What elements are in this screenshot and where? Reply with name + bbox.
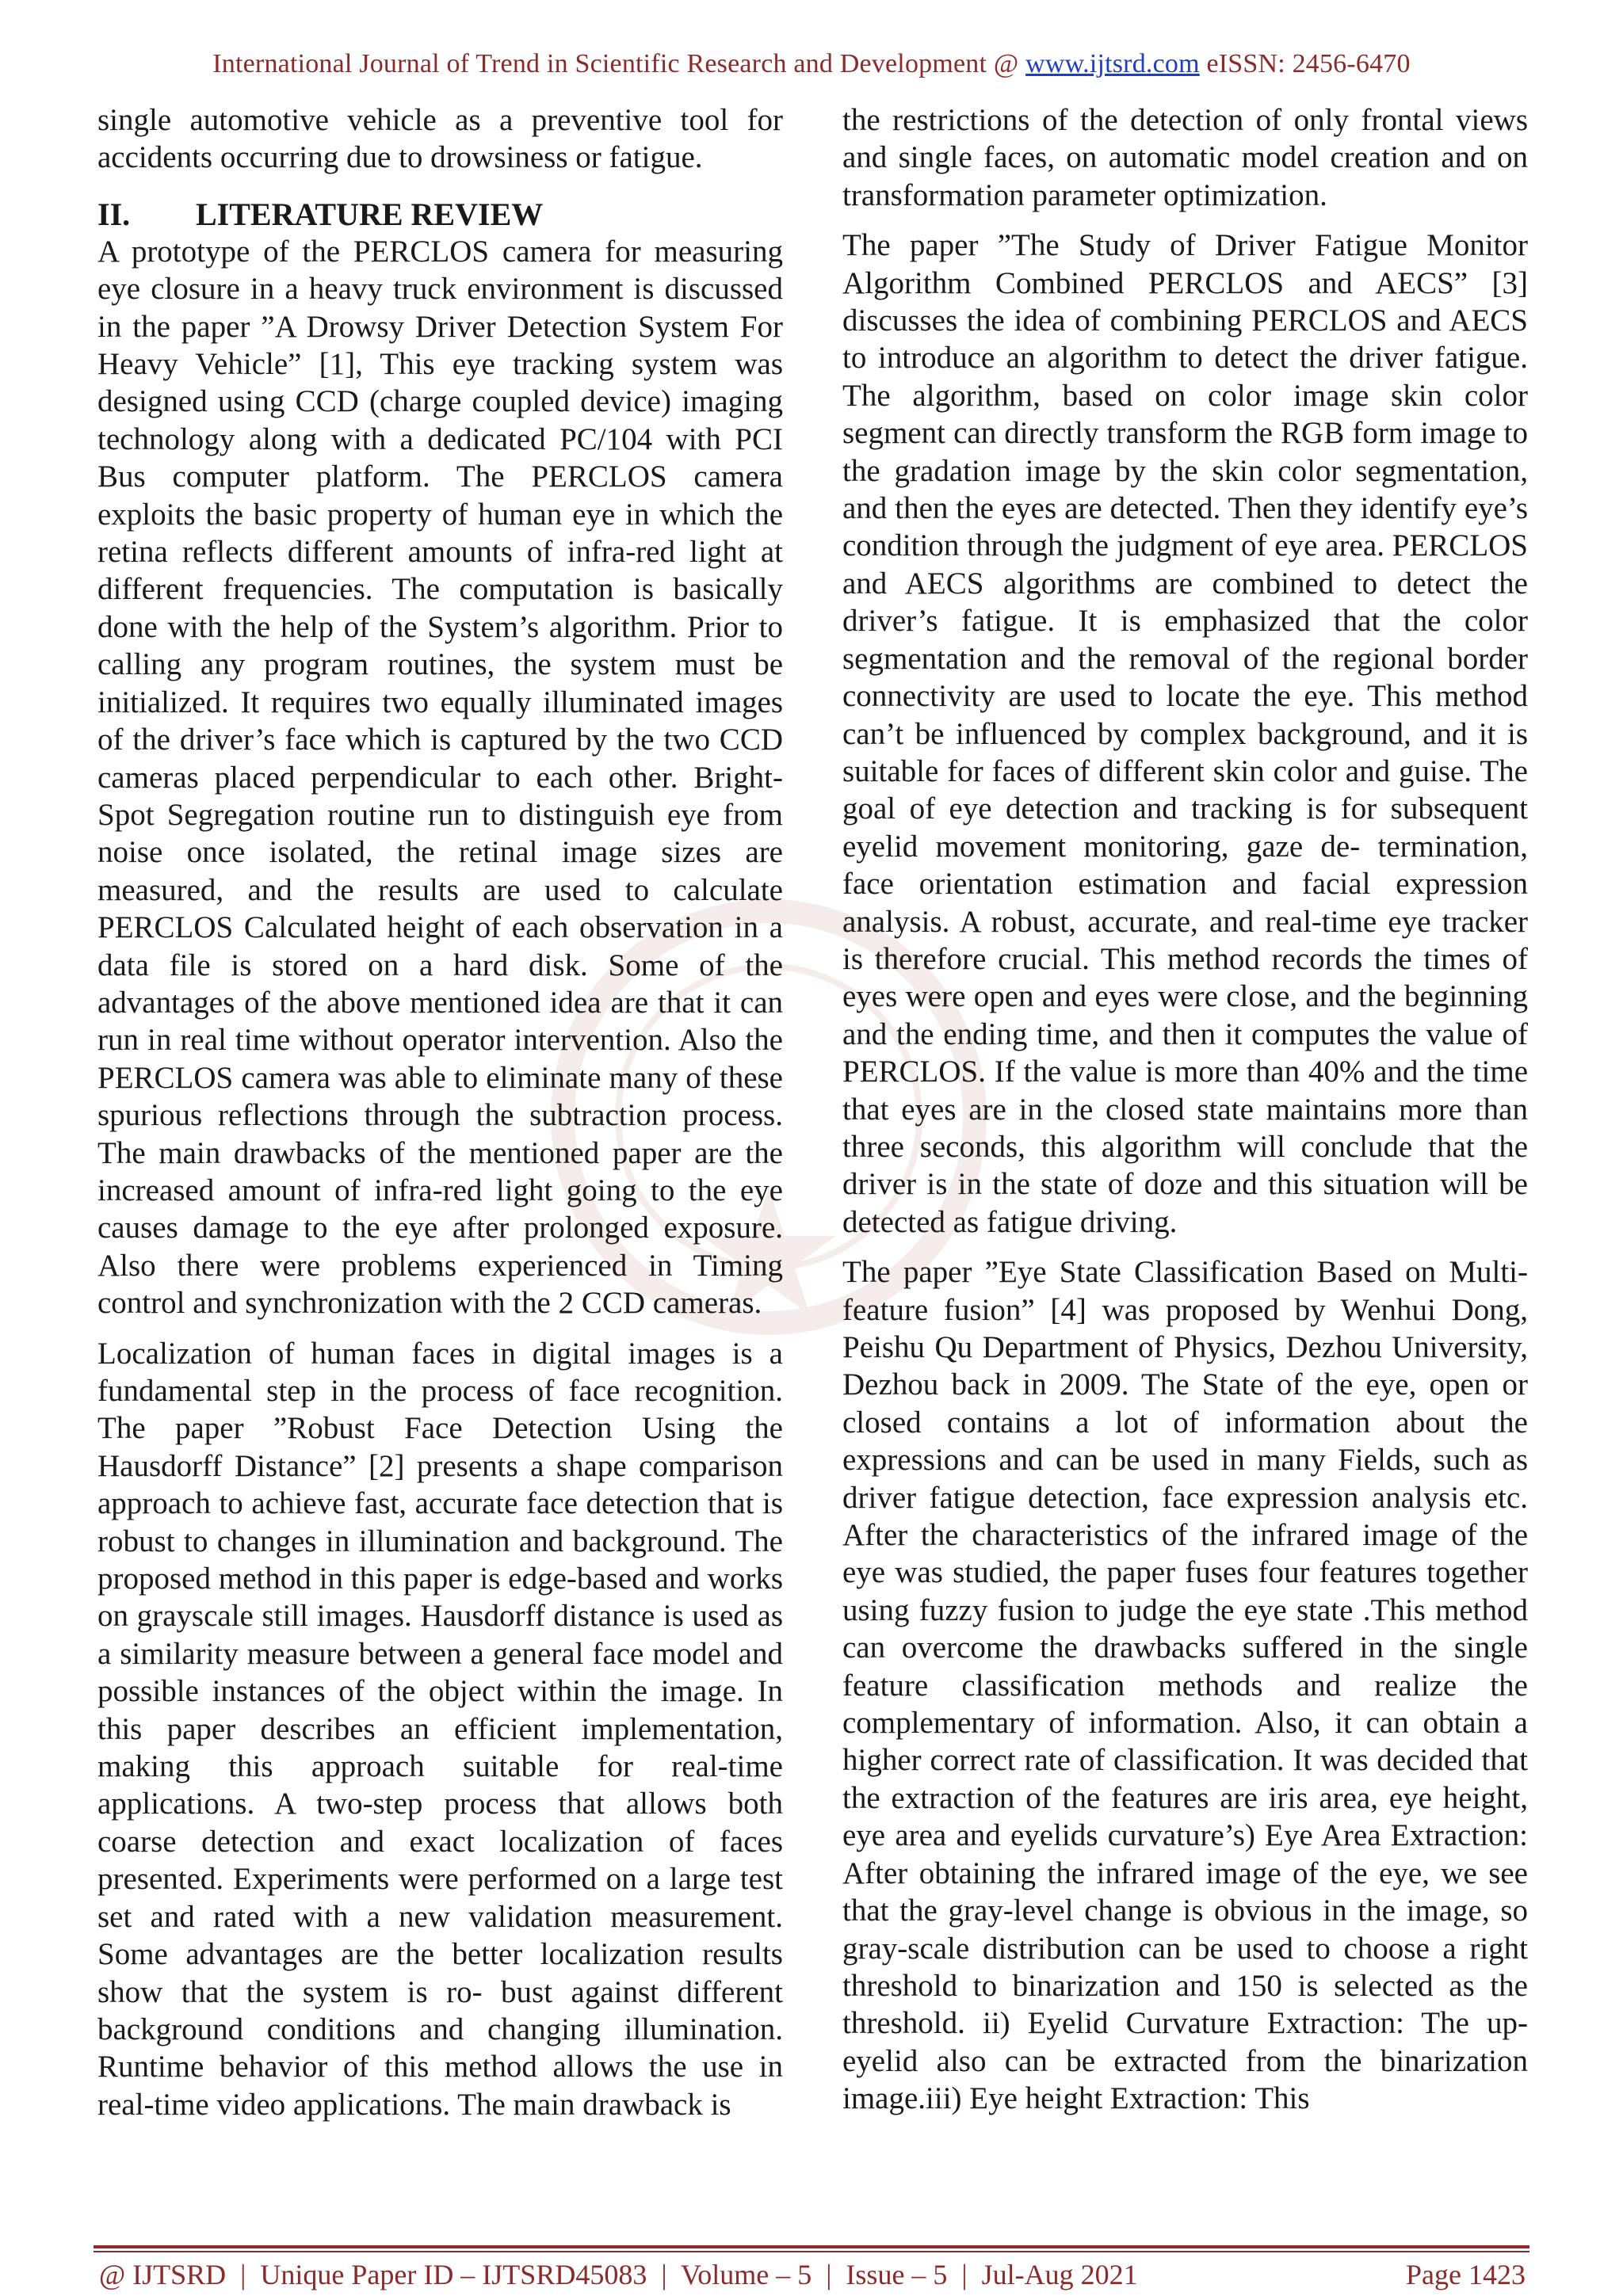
- paragraph-eye-state: The paper ”Eye State Classification Based on Multi-feature fusion” [4] was proposed by Wenhui Dong, Peishu Qu Department of Physics, Dezhou University, Dezhou back in 2009. The State of the eye, open or closed contains a lot of information about the expressions and can be used in many Fields, such as driver fatigue detection, face expression analysis etc. After the characteristics of the infrared image of the eye was studied, the paper fuses four features together using fuzzy fusion to judge the eye state .This method can overcome the drawbacks suffered in the single feature classification methods and realize the complementary of information. Also, it can obtain a higher correct rate of classification. It was decided that the extraction of the features are iris area, eye height, eye area and eyelids curvature’s) Eye Area Extraction: After obtaining the infrared image of the eye, we see that the gray-level change is obvious in the image, so gray-scale distribution can be used to choose a right threshold to binarization and 150 is selected as the threshold. ii) Eyelid Curvature Extraction: The up-eyelid also can be extracted from the binarization image.iii) Eye height Extraction: This: [842, 1255, 1528, 2116]
- paragraph-restrictions: the restrictions of the detection of only frontal views and single faces, on automatic model creation and on transformation parameter optimization.: [842, 103, 1528, 212]
- page-number: Page 1423: [1406, 2259, 1526, 2290]
- footer-rule-top: [94, 2245, 1529, 2248]
- section-number: II.: [97, 196, 131, 232]
- paragraph-perclos-camera: A prototype of the PERCLOS camera for measuring eye closure in a heavy truck environment is discussed in the paper ”A Drowsy Driver Detection System For Heavy Vehicle” [1], This eye tracking system was designed using CCD (charge coupled device) imaging technology along with a dedicated PC/104 with PCI Bus computer platform. The PERCLOS camera exploits the basic property of human eye in which the retina reflects different amounts of infra-red light at different frequencies. The computation is basically done with the help of the System’s algorithm. Prior to calling any program routines, the system must be initialized. It requires two equally illuminated images of the driver’s face which is captured by the two CCD cameras placed perpendicular to each other. Bright-Spot Segregation routine run to distinguish eye from noise once isolated, the retinal image sizes are measured, and the results are used to calculate PERCLOS Calculated height of each observation in a data file is stored on a hard disk. Some of the advantages of the above mentioned idea are that it can run in real time without operator intervention. Also the PERCLOS camera was able to eliminate many of these spurious reflections through the subtraction process. The main drawbacks of the mentioned paper are the increased amount of infra-red light going to the eye causes damage to the eye after prolonged exposure. Also there were problems experienced in Timing control and synchronization with the 2 CCD cameras.: [97, 234, 783, 1321]
- header-journal-text: International Journal of Trend in Scientific Research and Development @: [212, 49, 1026, 78]
- page-footer: [99, 2258, 1526, 2291]
- paragraph-face-localization: Localization of human faces in digital images is a fundamental step in the process of face recognition. The paper ”Robust Face Detection Using the Hausdorff Distance” [2] presents a shape comparison approach to achieve fast, accurate face detection that is robust to changes in illumination and background. The proposed method in this paper is edge-based and works on grayscale still images. Hausdorff distance is used as a similarity measure between a general face model and possible instances of the object within the image. In this paper describes an efficient implementation, making this approach suitable for real-time applications. A two-step process that allows both coarse detection and exact localization of faces presented. Experiments were performed on a large test set and rated with a new validation measurement. Some advantages are the better localization results show that the system is ro- bust against different background conditions and changing illumination. Runtime behavior of this method allows the use in real-time video applications. The main drawback is: [97, 1336, 783, 2122]
- running-header: [0, 49, 1623, 79]
- footer-rule-bottom: [94, 2251, 1529, 2252]
- paragraph-perclos-aecs: The paper ”The Study of Driver Fatigue Monitor Algorithm Combined PERCLOS and AECS” [3] discusses the idea of combining PERCLOS and AECS to introduce an algorithm to detect the driver fatigue. The algorithm, based on color image skin color segment can directly transform the RGB form image to the gradation image by the skin color segmentation, and then the eyes are detected. Then they identify eye’s condition through the judgment of eye area. PERCLOS and AECS algorithms are combined to detect the driver’s fatigue. It is emphasized that the color segmentation and the removal of the regional border connectivity are used to locate the eye. This method can’t be influenced by complex background, and it is suitable for faces of different skin color and guise. The goal of eye detection and tracking is for subsequent eyelid movement monitoring, gaze de- termination, face orientation estimation and facial expression analysis. A robust, accurate, and real-time eye tracker is therefore crucial. This method records the times of eyes were open and eyes were close, and the beginning and the ending time, and then it computes the value of PERCLOS. If the value is more than 40% and the time that eyes are in the closed state maintains more than three seconds, this algorithm will conclude that the driver is in the state of doze and this situation will be detected as fatigue driving.: [842, 228, 1528, 1239]
- left-column: [97, 101, 783, 2136]
- section-heading: [97, 196, 783, 233]
- section-title: LITERATURE REVIEW: [196, 196, 544, 232]
- left-intro-paragraph: single automotive vehicle as a preventive tool for accidents occurring due to drowsiness or fatigue.: [97, 103, 783, 175]
- journal-website-link[interactable]: www.ijtsrd.com: [1025, 49, 1200, 78]
- right-column: [842, 101, 1528, 2130]
- footer-paper-info: @ IJTSRD | Unique Paper ID – IJTSRD45083 | Volume – 5 | Issue – 5 | Jul-Aug 2021: [99, 2259, 1138, 2290]
- header-issn: eISSN: 2456-6470: [1199, 49, 1411, 78]
